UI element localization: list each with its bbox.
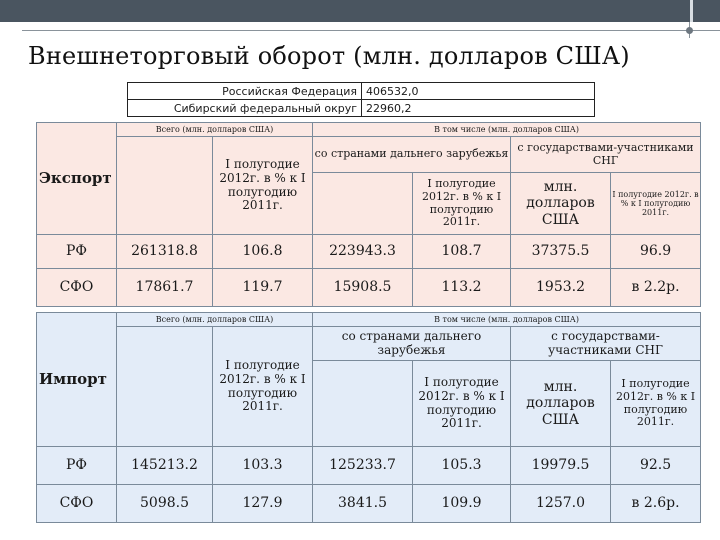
cis-pct-header: I полугодие 2012г. в % к I полугодию 2011г. — [611, 361, 701, 447]
far-abroad-header: со странами дальнего зарубежья — [313, 327, 511, 361]
far-abroad-pct-header: I полугодие 2012г. в % к I полугодию 2011г. — [413, 173, 511, 235]
table-row — [37, 269, 701, 307]
total-value: 261318.8 — [117, 235, 213, 269]
total-value-header-cell — [117, 327, 213, 447]
pct-header: I полугодие 2012г. в % к I полугодию 2011г. — [213, 327, 313, 447]
far-abroad-pct-value: 105.3 — [413, 447, 511, 485]
table-row — [37, 485, 701, 523]
row-label: РФ — [37, 447, 117, 485]
header-divider-line — [22, 30, 720, 31]
pct-value: 127.9 — [213, 485, 313, 523]
total-header: Всего (млн. долларов США) — [117, 123, 313, 137]
cis-value: 37375.5 — [511, 235, 611, 269]
summary-value: 22960,2 — [362, 100, 595, 117]
including-header: В том числе (млн. долларов США) — [313, 123, 701, 137]
total-value: 17861.7 — [117, 269, 213, 307]
summary-label: Сибирский федеральный округ — [128, 100, 362, 117]
pct-value: 106.8 — [213, 235, 313, 269]
summary-table — [127, 82, 595, 117]
row-label: СФО — [37, 485, 117, 523]
top-bar-accent — [690, 0, 693, 22]
cis-header: с государствами-участниками СНГ — [511, 137, 701, 173]
cis-pct-value: в 2.6р. — [611, 485, 701, 523]
export-table — [36, 122, 701, 307]
pct-value: 103.3 — [213, 447, 313, 485]
table-row — [37, 447, 701, 485]
total-value-header-cell — [117, 137, 213, 235]
cis-pct-value: в 2.2р. — [611, 269, 701, 307]
cis-pct-value: 92.5 — [611, 447, 701, 485]
total-value: 5098.5 — [117, 485, 213, 523]
table-row — [37, 235, 701, 269]
cis-mln-header: млн. долларов США — [511, 361, 611, 447]
cis-pct-header: I полугодие 2012г. в % к I полугодию 2011г. — [611, 173, 701, 235]
far-abroad-value-header-cell — [313, 173, 413, 235]
total-value: 145213.2 — [117, 447, 213, 485]
summary-label: Российская Федерация — [128, 83, 362, 100]
import-table — [36, 312, 701, 523]
far-abroad-pct-value: 113.2 — [413, 269, 511, 307]
far-abroad-value-header-cell — [313, 361, 413, 447]
summary-row — [128, 83, 595, 100]
top-decorative-bar — [0, 0, 720, 22]
summary-value: 406532,0 — [362, 83, 595, 100]
row-label: СФО — [37, 269, 117, 307]
pct-value: 119.7 — [213, 269, 313, 307]
export-section-label: Экспорт — [37, 123, 117, 235]
header-corner-dot — [686, 27, 693, 34]
import-section-label: Импорт — [37, 313, 117, 447]
cis-pct-value: 96.9 — [611, 235, 701, 269]
page-title: Внешнеторговый оборот (млн. долларов США) — [28, 42, 630, 70]
cis-value: 19979.5 — [511, 447, 611, 485]
far-abroad-value: 15908.5 — [313, 269, 413, 307]
pct-header: I полугодие 2012г. в % к I полугодию 2011г. — [213, 137, 313, 235]
far-abroad-value: 3841.5 — [313, 485, 413, 523]
far-abroad-pct-value: 108.7 — [413, 235, 511, 269]
far-abroad-value: 223943.3 — [313, 235, 413, 269]
row-label: РФ — [37, 235, 117, 269]
far-abroad-value: 125233.7 — [313, 447, 413, 485]
cis-value: 1257.0 — [511, 485, 611, 523]
cis-header: с государствами-участниками СНГ — [511, 327, 701, 361]
including-header: В том числе (млн. долларов США) — [313, 313, 701, 327]
far-abroad-pct-value: 109.9 — [413, 485, 511, 523]
total-header: Всего (млн. долларов США) — [117, 313, 313, 327]
cis-value: 1953.2 — [511, 269, 611, 307]
cis-mln-header: млн. долларов США — [511, 173, 611, 235]
summary-row — [128, 100, 595, 117]
far-abroad-pct-header: I полугодие 2012г. в % к I полугодию 2011г. — [413, 361, 511, 447]
far-abroad-header: со странами дальнего зарубежья — [313, 137, 511, 173]
